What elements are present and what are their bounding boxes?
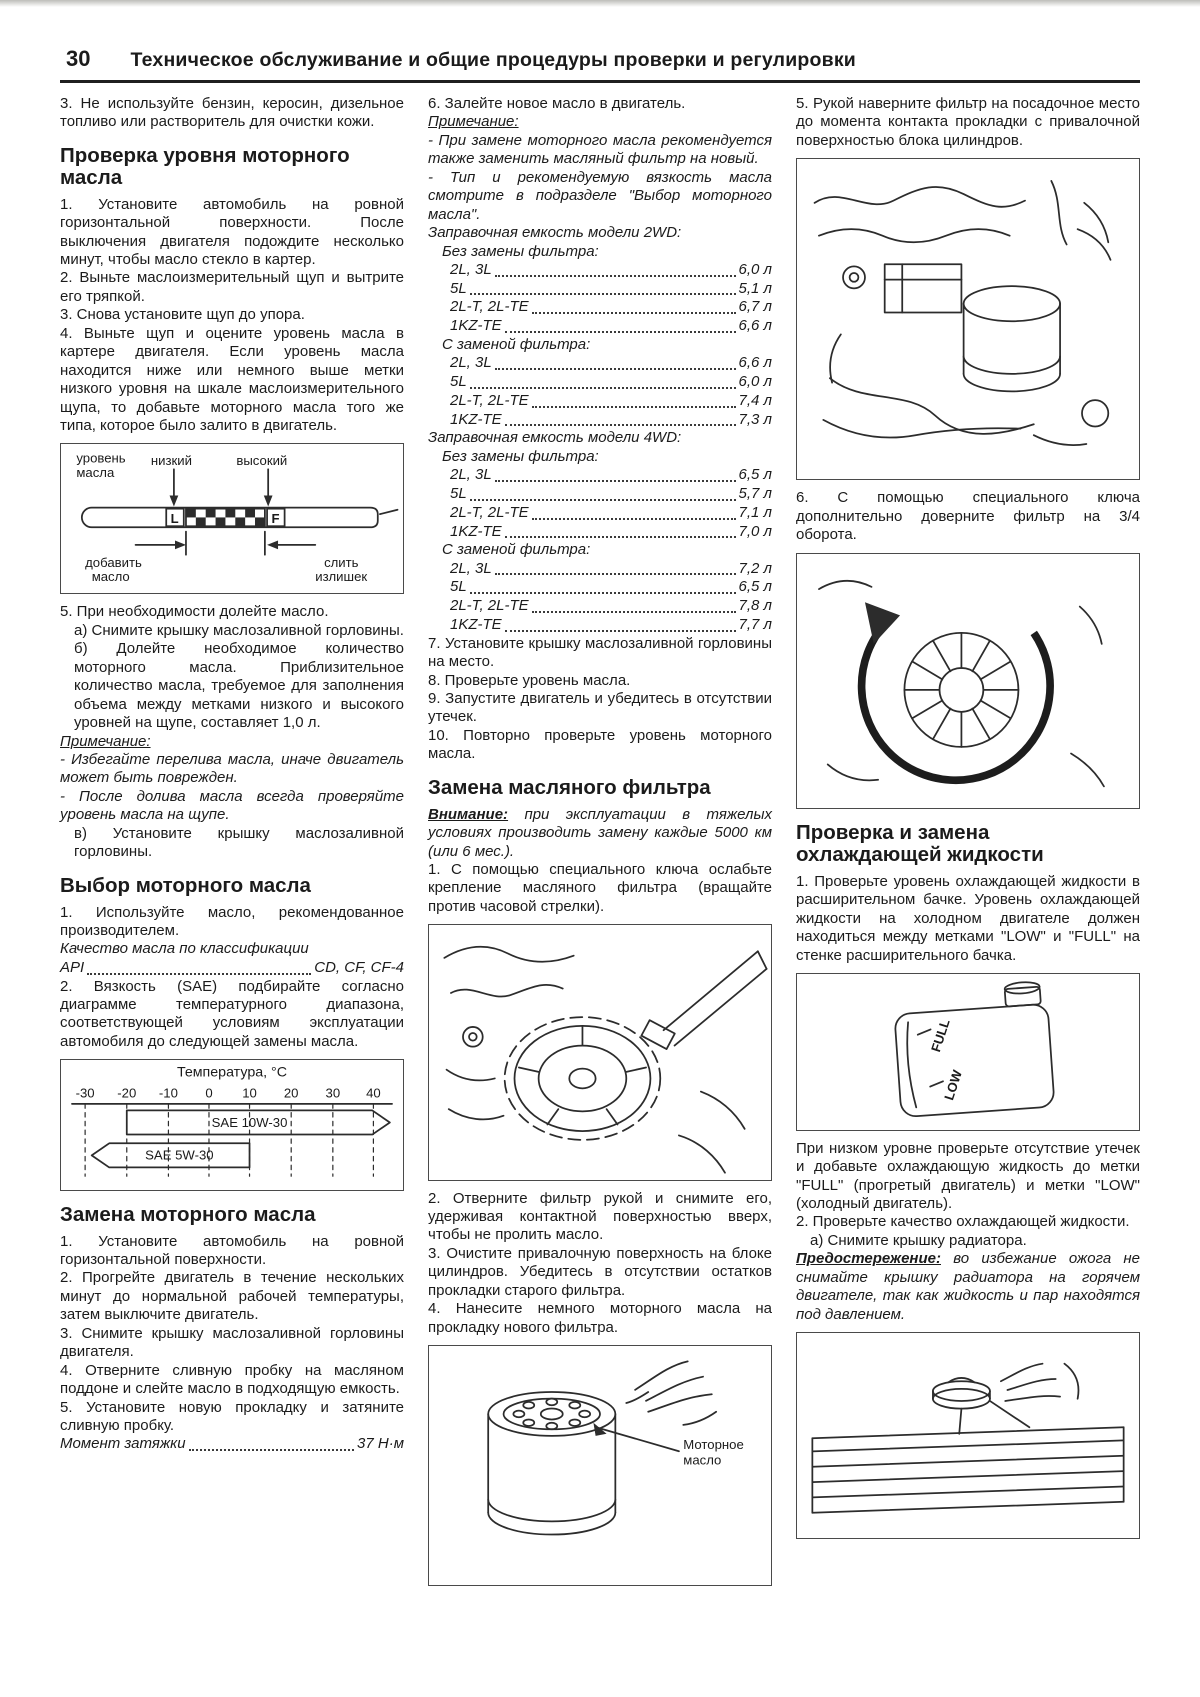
- caution-lead: Предостережение:: [796, 1250, 941, 1268]
- spec-row: [60, 1435, 404, 1454]
- dot-leader: [532, 312, 736, 314]
- content-columns: [60, 95, 1140, 1595]
- header-rule: [60, 80, 1140, 83]
- chart-title: Температура, °С: [176, 1064, 288, 1081]
- paragraph: а) Снимите крышку радиатора.: [810, 1231, 1027, 1249]
- spec-value: 6,6 л: [738, 354, 772, 372]
- spec-label: 2L-T, 2L-TE: [450, 597, 529, 615]
- section-heading: Выбор моторного масла: [60, 873, 311, 897]
- note-paragraph: - Тип и рекомендуемую вязкость масла смотрите в подразделе "Выбор моторного масла".: [428, 168, 772, 223]
- spec-label: 5L: [450, 373, 467, 391]
- spec-value: 6,6 л: [738, 317, 772, 335]
- oil-filter-gasket-drawing: [429, 1346, 771, 1585]
- spec-row: [428, 261, 772, 280]
- spec-row: [428, 392, 772, 411]
- spec-label: API: [60, 958, 85, 976]
- note-title: Примечание:: [428, 113, 519, 131]
- paragraph: 1. Установите автомобиль на ровной горизонтальной поверхности.: [60, 1232, 404, 1269]
- column-right: [796, 95, 1140, 1548]
- spec-subheading: С заменой фильтра:: [442, 335, 591, 353]
- spec-label: 1KZ-TE: [450, 522, 502, 540]
- rotation-arrowhead: [865, 602, 900, 644]
- spec-label: 2L-T, 2L-TE: [450, 503, 529, 521]
- spec-subheading: Заправочная емкость модели 4WD:: [428, 429, 682, 447]
- paragraph: 2. Проверьте качество охлаждающей жидкости.: [796, 1213, 1130, 1231]
- spec-row: [428, 280, 772, 299]
- paragraph: 5. Установите новую прокладку и затяните сливную пробку.: [60, 1398, 404, 1434]
- spec-label: 2L-T, 2L-TE: [450, 298, 529, 316]
- dipstick-label-drain-2: излишек: [315, 569, 368, 585]
- spec-label: 5L: [450, 578, 467, 596]
- paragraph: 3. Очистите привалочную поверхность на блоке цилиндров. Убедитесь в отсутствии остатков прокладки старого фильтра.: [428, 1244, 772, 1299]
- dipstick-label-add-2: масло: [91, 569, 130, 585]
- svg-text:0: 0: [205, 1085, 213, 1101]
- dot-leader: [189, 1449, 354, 1451]
- dot-leader: [495, 368, 736, 370]
- paragraph: 10. Повторно проверьте уровень моторного масла.: [428, 726, 772, 763]
- dot-leader: [495, 573, 736, 575]
- dot-leader: [87, 973, 311, 975]
- paragraph: 1. Проверьте уровень охлаждающей жидкости в расширительном бачке. Уровень охлаждающей жидкости на холодном двигателе должен находиться между метками "LOW" и "FULL" на стенке расширительного бачка.: [796, 872, 1140, 964]
- spec-row: [428, 317, 772, 336]
- note-paragraph: Качество масла по классификации: [60, 940, 309, 958]
- bar-label-sae10w30: SAE 10W-30: [211, 1115, 288, 1131]
- caution-lead: Внимание:: [428, 805, 509, 823]
- filter-tightening-drawing: [797, 554, 1139, 808]
- spec-value: 7,1 л: [738, 503, 772, 521]
- dot-leader: [470, 387, 736, 389]
- paragraph: 7. Установите крышку маслозаливной горловины на место.: [428, 634, 772, 671]
- paragraph: 2. Отверните фильтр рукой и снимите его, удерживая контактной поверхностью вверх, чтобы не пролить масло.: [428, 1189, 772, 1244]
- spec-value: 7,8 л: [738, 597, 772, 615]
- tank-full-mark: FULL: [928, 1017, 953, 1054]
- spec-label: 5L: [450, 279, 467, 297]
- paragraph: 1. Используйте масло, рекомендованное производителем.: [60, 903, 404, 939]
- paragraph: в) Установите крышку маслозаливной горловины.: [74, 824, 404, 861]
- spec-row: [428, 411, 772, 430]
- dot-leader: [532, 518, 736, 520]
- expansion-tank-drawing: [797, 974, 1139, 1130]
- spec-value: 7,4 л: [738, 391, 772, 409]
- filter-wrench-lines: [444, 947, 766, 1173]
- spec-label: 2L, 3L: [450, 559, 492, 577]
- figure-oil-viscosity-chart: [60, 1059, 404, 1190]
- dipstick-mark-F: F: [271, 511, 280, 527]
- section-heading: Замена моторного масла: [60, 1202, 316, 1226]
- svg-text:20: 20: [283, 1085, 299, 1101]
- note-paragraph: - При замене моторного масла рекомендуется также заменить масляный фильтр на новый.: [428, 131, 772, 168]
- spec-label: 2L, 3L: [450, 354, 492, 372]
- figure-filter-tightening: [796, 553, 1140, 809]
- engine-bay-lines: [815, 181, 1111, 445]
- svg-text:10: 10: [242, 1085, 257, 1101]
- paragraph: а) Снимите крышку маслозаливной горловины.: [74, 621, 404, 639]
- paragraph: 4. Нанесите немного моторного масла на прокладку нового фильтра.: [428, 1300, 772, 1336]
- svg-text:-30: -30: [75, 1085, 95, 1101]
- dot-leader: [495, 275, 736, 277]
- motor-oil-label-1: Моторное: [683, 1437, 744, 1453]
- radiator-cap-drawing: [797, 1333, 1139, 1538]
- paragraph: 2. Выньте маслоизмерительный щуп и вытрите его тряпкой.: [60, 269, 404, 305]
- dot-leader: [532, 611, 736, 613]
- spec-subheading: С заменой фильтра:: [442, 541, 591, 559]
- motor-oil-label-2: масло: [683, 1452, 722, 1468]
- paragraph: 1. С помощью специального ключа ослабьте крепление масляного фильтра (вращайте против часовой стрелки).: [428, 860, 772, 915]
- section-heading: Замена масляного фильтра: [428, 775, 711, 799]
- paragraph: 5. При необходимости долейте масло.: [60, 603, 329, 621]
- figure-radiator-cap: [796, 1332, 1140, 1539]
- spec-row: [428, 485, 772, 504]
- paragraph: 8. Проверьте уровень масла.: [428, 671, 631, 689]
- dipstick-label-level-2: масла: [76, 465, 115, 481]
- figure-oil-filter-wrench: [428, 924, 772, 1180]
- spec-row: [428, 466, 772, 485]
- paragraph: 9. Запустите двигатель и убедитесь в отсутствии утечек.: [428, 690, 772, 726]
- page-number: 30: [66, 46, 91, 71]
- scan-edge: [0, 0, 1200, 7]
- spec-value: 5,7 л: [738, 485, 772, 502]
- temperature-tick-labels: [76, 1086, 381, 1101]
- dot-leader: [470, 499, 736, 501]
- note-title: Примечание:: [60, 732, 151, 750]
- spec-row: [428, 298, 772, 317]
- spec-value: 7,7 л: [738, 615, 772, 633]
- figure-expansion-tank: [796, 973, 1140, 1131]
- dipstick-label-add-1: добавить: [85, 555, 142, 571]
- rotation-arrow-arc: [862, 624, 1051, 780]
- spec-label: Момент затяжки: [60, 1435, 186, 1453]
- spec-row: [428, 373, 772, 392]
- section-heading: Проверка уровня моторного масла: [60, 143, 350, 189]
- page-title: Техническое обслуживание и общие процедуры проверки и регулировки: [130, 49, 856, 71]
- paragraph: 2. Вязкость (SAE) подбирайте согласно диаграмме температурного диапазона, соответствующей условиям эксплуатации автомобиля до следующей замены масла.: [60, 977, 404, 1050]
- paragraph: 3. Не используйте бензин, керосин, дизельное топливо или растворитель для очистки кожи.: [60, 95, 404, 131]
- note-paragraph: - Избегайте перелива масла, иначе двигатель может быть поврежден.: [60, 750, 404, 787]
- spec-row: [428, 578, 772, 597]
- dipstick-label-high: высокий: [236, 453, 288, 469]
- oil-dipstick-drawing: [61, 444, 403, 593]
- spec-label: 2L-T, 2L-TE: [450, 391, 529, 409]
- oil-filter-wrench-drawing: [429, 925, 771, 1179]
- viscosity-chart-drawing: [61, 1060, 403, 1189]
- spec-row: [428, 354, 772, 373]
- paragraph: При низком уровне проверьте отсутствие утечек и добавьте охлаждающую жидкость до метки "FULL" (прогретый двигатель) и метки "LOW" (холодный двигатель).: [796, 1139, 1140, 1212]
- radiator-lines: [812, 1364, 1123, 1513]
- spec-subheading: Заправочная емкость модели 2WD:: [428, 224, 682, 242]
- note-paragraph: - После долива масла всегда проверяйте уровень масла на щупе.: [60, 787, 404, 824]
- spec-value: 6,5 л: [738, 578, 772, 596]
- spec-label: 2L, 3L: [450, 466, 492, 484]
- bar-label-sae5w30: SAE 5W-30: [145, 1148, 214, 1164]
- paragraph: 3. Снова установите щуп до упора.: [60, 306, 305, 324]
- dot-leader: [470, 293, 736, 295]
- paragraph: 4. Выньте щуп и оцените уровень масла в картере двигателя. Если уровень масла находится ниже или немного выше метки низкого уровня на шкале маслоизмерительного щупа, то добавьте моторного масла того же типа, которое было залито в двигатель.: [60, 324, 404, 434]
- dipstick-mark-L: L: [170, 511, 179, 527]
- spec-value: 6,0 л: [738, 260, 772, 278]
- dot-leader: [505, 630, 736, 632]
- spec-value: 37 Н·м: [357, 1435, 404, 1453]
- spec-value: 6,0 л: [738, 373, 772, 391]
- spec-subheading: Без замены фильтра:: [442, 242, 599, 260]
- tank-low-mark: LOW: [941, 1068, 965, 1103]
- spec-row: [428, 616, 772, 635]
- caution-paragraph: Внимание: при эксплуатации в тяжелых условиях производить замену каждые 5000 км (или 6 мес.).: [428, 805, 772, 860]
- filter-installation-drawing: [797, 159, 1139, 479]
- column-middle: [428, 95, 772, 1595]
- figure-oil-filter-gasket: [428, 1345, 772, 1586]
- paragraph: б) Долейте необходимое количество моторного масла. Приблизительное количество масла, требуемое для заполнения объема между метками низкого и высокого уровней на щупе, составляет 1,0 л.: [74, 640, 404, 732]
- paragraph: 3. Снимите крышку маслозаливной горловины двигателя.: [60, 1324, 404, 1361]
- paragraph: 4. Отверните сливную пробку на масляном поддоне и слейте масло в подходящую емкость.: [60, 1361, 404, 1398]
- dot-leader: [470, 592, 736, 594]
- spec-label: 1KZ-TE: [450, 317, 502, 335]
- dot-leader: [532, 406, 736, 408]
- spec-row: [60, 959, 404, 978]
- spec-row: [428, 597, 772, 616]
- dot-leader: [495, 480, 736, 482]
- section-heading: Проверка и замена охлаждающей жидкости: [796, 820, 1044, 866]
- dot-leader: [505, 424, 736, 426]
- page-header: [60, 30, 1140, 78]
- svg-text:-20: -20: [117, 1085, 137, 1101]
- dipstick-label-low: низкий: [150, 453, 192, 469]
- spec-value: 7,0 л: [738, 522, 772, 540]
- svg-text:30: 30: [325, 1085, 341, 1101]
- spec-value: 6,5 л: [738, 466, 772, 484]
- spec-row: [428, 560, 772, 579]
- figure-filter-installation: [796, 158, 1140, 480]
- spec-value: 5,1 л: [738, 279, 772, 297]
- figure-oil-dipstick: [60, 443, 404, 594]
- paragraph: 2. Прогрейте двигатель в течение нескольких минут до нормальной рабочей температуры, затем выключите двигатель.: [60, 1269, 404, 1324]
- spec-subheading: Без замены фильтра:: [442, 447, 599, 465]
- filter-and-hand-lines: [488, 1361, 716, 1534]
- caution-paragraph: Предостережение: во избежание ожога не снимайте крышку радиатора на горячем двигателе, так как жидкость и пар находятся под давлением.: [796, 1250, 1140, 1323]
- spec-value: CD, CF, CF-4: [314, 958, 404, 976]
- tank-body-lines: [893, 981, 1055, 1117]
- spec-label: 1KZ-TE: [450, 410, 502, 428]
- dipstick-lines: [82, 470, 398, 555]
- spec-value: 6,7 л: [738, 298, 772, 316]
- dot-leader: [505, 331, 736, 333]
- paragraph: 1. Установите автомобиль на ровной горизонтальной поверхности. После выключения двигателя подождите несколько минут, чтобы масло стекло в картер.: [60, 195, 404, 269]
- spec-row: [428, 504, 772, 523]
- dot-leader: [505, 536, 736, 538]
- spec-row: [428, 523, 772, 542]
- dipstick-label-drain-1: слить: [324, 555, 359, 571]
- column-left: [60, 95, 404, 1454]
- spec-label: 1KZ-TE: [450, 615, 502, 633]
- dipstick-label-level-1: уровень: [76, 451, 126, 467]
- paragraph: 6. Залейте новое масло в двигатель.: [428, 95, 686, 112]
- paragraph: 6. С помощью специального ключа дополнительно доверните фильтр на 3/4 оборота.: [796, 489, 1140, 544]
- svg-text:-10: -10: [158, 1085, 178, 1101]
- spec-label: 5L: [450, 485, 467, 502]
- paragraph: 5. Рукой наверните фильтр на посадочное место до момента контакта прокладки с привалочной поверхностью блока цилиндров.: [796, 95, 1140, 149]
- spec-value: 7,2 л: [738, 559, 772, 577]
- spec-value: 7,3 л: [738, 410, 772, 428]
- svg-text:40: 40: [366, 1085, 381, 1101]
- spec-label: 2L, 3L: [450, 260, 492, 278]
